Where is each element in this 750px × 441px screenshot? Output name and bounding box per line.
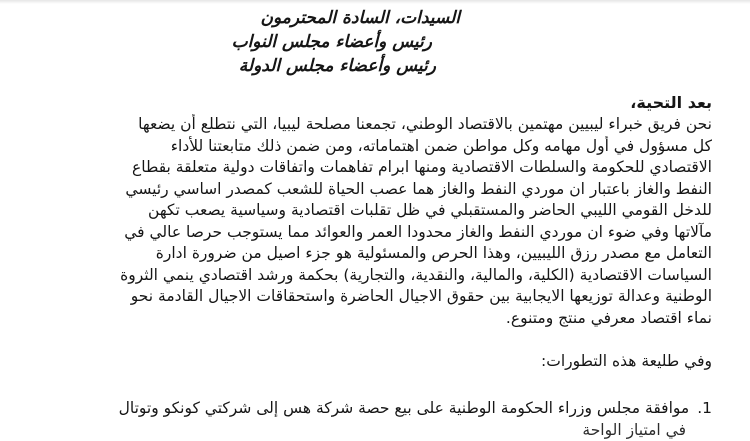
- addressee-block: [200, 6, 460, 78]
- body-line: نماء اقتصاد معرفي منتج ومتنوع.: [505, 308, 712, 327]
- body-line: كل مسؤول في أول مهامه وكل مواطن ضمن اهتماماته، ومن ضمن ذلك متابعتنا للأداء: [170, 136, 712, 155]
- addressee-state-council: رئيس وأعضاء مجلس الدولة: [238, 56, 436, 76]
- body-paragraph: [22, 114, 712, 329]
- greeting: بعد التحية،: [630, 93, 712, 112]
- body-line: السياسات الاقتصادية (الكلية، والمالية، والنقدية، والتجارية) بحكمة ورشد اقتصادي ينمي الثروة: [120, 265, 712, 284]
- addressee-salutation: السيدات، السادة المحترمون: [260, 8, 460, 28]
- addressee-parliament: رئيس وأعضاء مجلس النواب: [231, 32, 432, 52]
- list-item: [22, 397, 712, 441]
- list-item-continuation: في امتياز الواحة: [582, 421, 686, 439]
- list-item-text: موافقة مجلس وزراء الحكومة الوطنية على بيع حصة شركة هس إلى شركتي كونكو وتوتال: [118, 399, 690, 417]
- body-line: التعامل مع مصدر رزق الليبيين، وهذا الحرص والمسئولية هو جزء اصيل من ضرورة ادارة: [155, 244, 712, 262]
- page-edge-shadow: [0, 0, 750, 4]
- body-line: الاقتصادي للحكومة والسلطات الاقتصادية ومنها ابرام تفاهمات واتفاقات دولية متعلقة بقطاع: [132, 158, 712, 176]
- list-item-number: 1.: [697, 399, 712, 417]
- body-line: نحن فريق خبراء ليبيين مهتمين بالاقتصاد الوطني، تجمعنا مصلحة ليبيا، التي نتطلع أن يضعها: [138, 115, 712, 133]
- body-line: النفط والغاز باعتبار ان موردي النفط والغاز هما عصب الحياة للشعب كمصدر اساسي رئيسي: [125, 179, 712, 198]
- developments-intro: وفي طليعة هذه التطورات:: [541, 352, 712, 370]
- body-line: الوطنية وعدالة توزيعها الايجابية بين حقوق الاجيال الحاضرة واستحقاقات الاجيال القادمة نحو: [130, 287, 712, 305]
- body-line: للدخل القومي الليبي الحاضر والمستقبلي في ظل تقلبات اقتصادية وسياسية يصعب تكهن: [148, 201, 712, 219]
- body-line: مآلاتها وفي ضوء ان موردي النفط والغاز محدودا العمر والعوائد مما يستوجب حرصا عالي في: [124, 222, 712, 241]
